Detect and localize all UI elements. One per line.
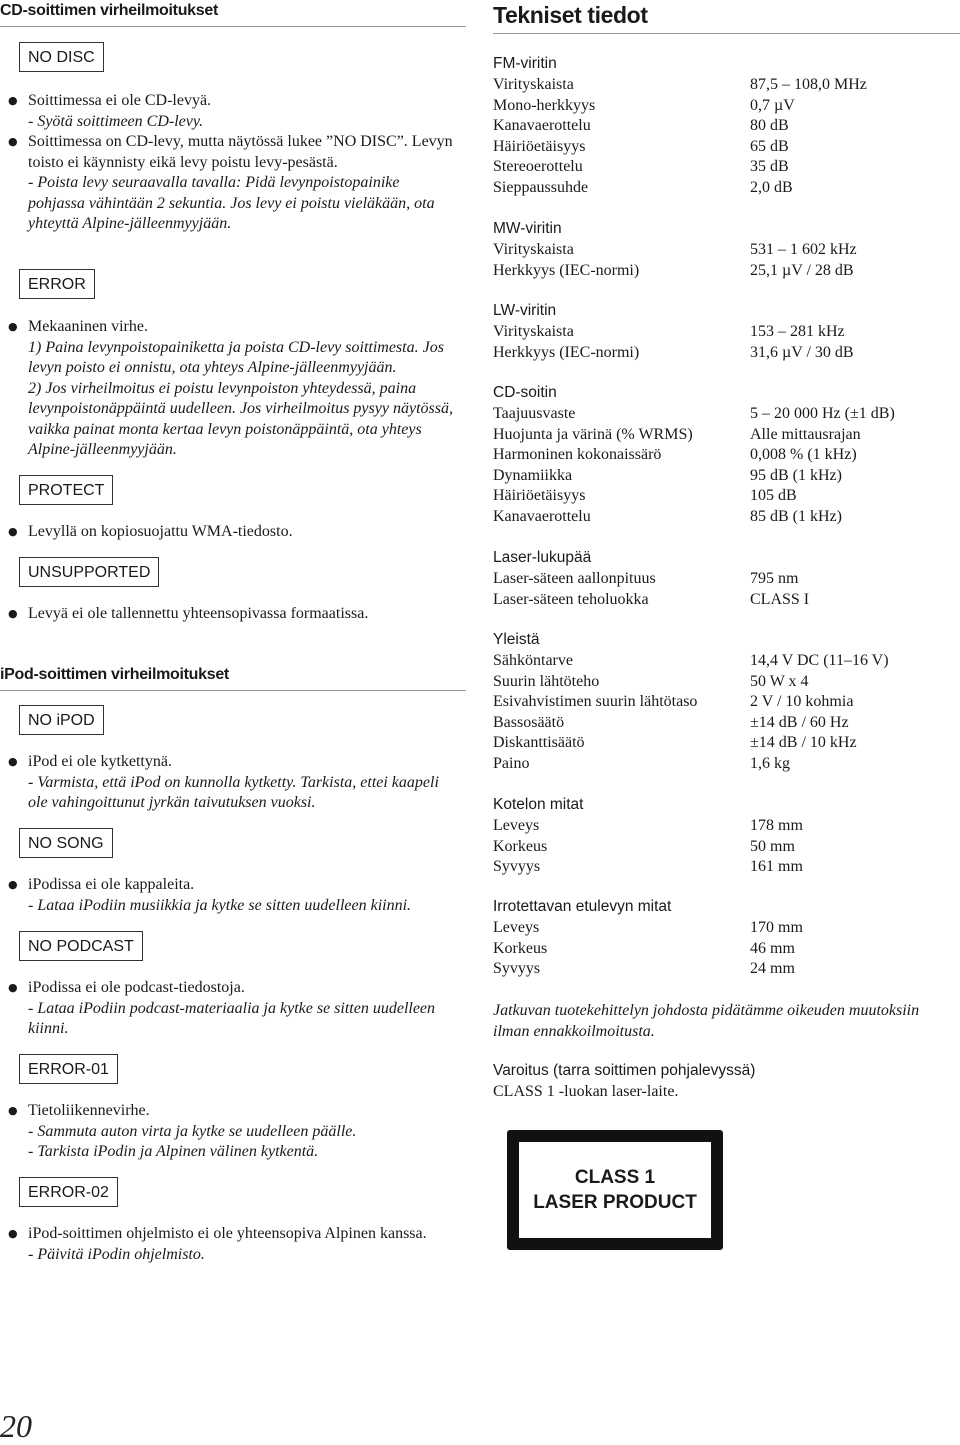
- laser-label-line1: CLASS 1: [574, 1167, 656, 1188]
- list-item: ● Soittimessa on CD-levy, mutta näytössä lukee ”NO DISC”. Levyn toisto ei käynnisty eikä levy poistu levy-pesästä. - Poista levy seuraavalla tavalla: Pidä levynpoistopainike pohjassa vähintään 2 sekuntia. Jos levy ei poistu vieläkään, ota yhteyttä Alpine-jälleenmyyjään.: [8, 132, 458, 235]
- specs-title: Tekniset tiedot: [493, 2, 960, 34]
- spec-label: Sieppaussuhde: [493, 179, 589, 196]
- spec-value: 153 – 281 kHz: [750, 323, 845, 340]
- cd-errors-title: CD-soittimen virheilmoitukset: [0, 2, 466, 27]
- list-item: ● Levyllä on kopiosuojattu WMA-tiedosto.: [8, 522, 458, 543]
- spec-section-heading: Irrotettavan etulevyn mitat: [493, 898, 672, 915]
- error-description: Soittimessa on CD-levy, mutta näytössä lukee ”NO DISC”. Levyn toisto ei käynnisty eikä levy poistu levy-pesästä.: [28, 133, 453, 171]
- list-item: ● Soittimessa ei ole CD-levyä. - Syötä soittimeen CD-levy.: [8, 91, 458, 132]
- spec-value: 178 mm: [750, 817, 803, 834]
- spec-section-heading: CD-soitin: [493, 384, 557, 401]
- spec-value: 5 – 20 000 Hz (±1 dB): [750, 405, 895, 422]
- error-description: Soittimessa ei ole CD-levyä.: [28, 92, 212, 109]
- spec-label: Stereoerottelu: [493, 158, 583, 176]
- spec-value: 85 dB (1 kHz): [750, 508, 842, 525]
- spec-label: Laser-säteen aallonpituus: [493, 570, 656, 587]
- spec-value: 24 mm: [750, 960, 795, 978]
- spec-label: Suurin lähtöteho: [493, 672, 600, 690]
- spec-value: 14,4 V DC (11–16 V): [750, 652, 889, 669]
- error-remedy: - Päivitä iPodin ohjelmisto.: [28, 1245, 205, 1263]
- list-item: ● iPodissa ei ole podcast-tiedostoja. - Lataa iPodiin podcast-materiaalia ja kytke se sitten uudelleen kiinni.: [8, 978, 458, 1040]
- spec-section-heading: Kotelon mitat: [493, 796, 584, 813]
- spec-value: 87,5 – 108,0 MHz: [750, 76, 867, 93]
- spec-label: Diskanttisäätö: [493, 734, 585, 752]
- spec-label: Huojunta ja värinä (% WRMS): [493, 425, 693, 443]
- spec-value: 170 mm: [750, 919, 803, 936]
- spec-value: 50 W x 4: [750, 672, 809, 690]
- spec-section-heading: MW-viritin: [493, 220, 562, 237]
- spec-value: 1,6 kg: [750, 755, 790, 772]
- error-remedy: - Lataa iPodiin podcast-materiaalia ja kytke se sitten uudelleen kiinni.: [28, 999, 436, 1037]
- error-code-no-song: NO SONG: [19, 828, 113, 858]
- laser-product-label: [507, 1130, 723, 1250]
- error-description: iPodissa ei ole kappaleita.: [28, 876, 195, 893]
- spec-value: 0,7 µV: [750, 96, 795, 114]
- error-remedy: - Poista levy seuraavalla tavalla: Pidä levynpoistopainike pohjassa vähintään 2 sekuntia. Jos levy ei poistu vieläkään, ota yhteyttä Alpine-jälleenmyyjään.: [28, 174, 435, 232]
- error-code-protect: PROTECT: [19, 475, 113, 505]
- spec-value: 50 mm: [750, 837, 795, 855]
- spec-label: Herkkyys (IEC-normi): [493, 343, 640, 361]
- error-description: Levyä ei ole tallennettu yhteensopivassa formaatissa.: [28, 605, 369, 622]
- error-code-error: ERROR: [19, 269, 95, 299]
- spec-value: 95 dB (1 kHz): [750, 466, 842, 484]
- spec-label: Kanavaerottelu: [493, 117, 591, 135]
- spec-value: 46 mm: [750, 939, 795, 957]
- spec-value: 161 mm: [750, 858, 803, 876]
- error-description: iPodissa ei ole podcast-tiedostoja.: [28, 979, 245, 996]
- error-code-no-podcast: NO PODCAST: [19, 931, 143, 961]
- spec-value: 531 – 1 602 kHz: [750, 241, 857, 258]
- spec-label: Kanavaerottelu: [493, 508, 591, 525]
- spec-section-heading: FM-viritin: [493, 55, 557, 72]
- spec-value: 0,008 % (1 kHz): [750, 446, 857, 464]
- error-remedy: 1) Paina levynpoistopainiketta ja poista CD-levy soittimesta. Jos levyn poisto ei onnistu, ota yhteys Alpine-jälleenmyyjään.: [28, 338, 444, 376]
- error-code-error-02: ERROR-02: [19, 1177, 118, 1207]
- spec-label: Virityskaista: [493, 76, 574, 93]
- page-number: 20: [0, 1408, 32, 1444]
- error-code-no-disc: NO DISC: [19, 42, 104, 72]
- spec-label: Harmoninen kokonaissärö: [493, 446, 662, 464]
- spec-label: Laser-säteen teholuokka: [493, 590, 649, 608]
- spec-label: Mono-herkkyys: [493, 96, 596, 114]
- list-item: ● iPodissa ei ole kappaleita. - Lataa iPodiin musiikkia ja kytke se sitten uudelleen kiinni.: [8, 875, 458, 916]
- spec-section-heading: Yleistä: [493, 631, 540, 648]
- error-code-unsupported: UNSUPPORTED: [19, 557, 159, 587]
- warning-text: CLASS 1 -luokan laser-laite.: [493, 1083, 679, 1100]
- spec-label: Syvyys: [493, 858, 541, 876]
- spec-section-heading: Laser-lukupää: [493, 549, 592, 566]
- error-remedy: - Sammuta auton virta ja kytke se uudelleen päälle.: [28, 1122, 357, 1140]
- error-description: Levyllä on kopiosuojattu WMA-tiedosto.: [28, 523, 293, 540]
- spec-label: Bassosäätö: [493, 713, 565, 731]
- spec-value: 80 dB: [750, 117, 789, 135]
- spec-value: 105 dB: [750, 487, 797, 505]
- error-description: iPod-soittimen ohjelmisto ei ole yhteensopiva Alpinen kanssa.: [28, 1225, 427, 1242]
- list-item: ● iPod-soittimen ohjelmisto ei ole yhteensopiva Alpinen kanssa. - Päivitä iPodin ohjelmisto.: [8, 1224, 458, 1265]
- error-remedy: - Lataa iPodiin musiikkia ja kytke se sitten uudelleen kiinni.: [28, 896, 412, 914]
- spec-label: Virityskaista: [493, 323, 574, 340]
- spec-label: Häiriöetäisyys: [493, 487, 586, 505]
- error-code-error-01: ERROR-01: [19, 1054, 118, 1084]
- list-item: ● iPod ei ole kytkettynä. - Varmista, että iPod on kunnolla kytketty. Tarkista, ettei kaapeli ole vahingoittunut jyrkän taivutuksen vuoksi.: [8, 752, 458, 814]
- spec-label: Syvyys: [493, 960, 541, 978]
- list-item: ● Levyä ei ole tallennettu yhteensopivassa formaatissa.: [8, 604, 458, 625]
- error-description: Tietoliikennevirhe.: [28, 1102, 150, 1119]
- spec-label: Taajuusvaste: [493, 405, 576, 422]
- spec-value: CLASS I: [750, 590, 810, 608]
- error-remedy: - Tarkista iPodin ja Alpinen välinen kytkentä.: [28, 1143, 319, 1160]
- spec-value: 2,0 dB: [750, 179, 793, 196]
- spec-value: ±14 dB / 10 kHz: [750, 734, 857, 752]
- error-description: Mekaaninen virhe.: [28, 318, 148, 335]
- spec-label: Leveys: [493, 817, 540, 834]
- spec-label: Häiriöetäisyys: [493, 137, 586, 155]
- spec-label: Leveys: [493, 919, 540, 936]
- error-remedy: 2) Jos virheilmoitus ei poistu levynpoiston yhteydessä, paina levynpoistonäppäintä uudelleen. Jos virheilmoitus pysyy näytössä, vaikka painat monta kertaa levyn poistonäppäintä, ota yhteys Alpine-jälleenmyyjään.: [28, 379, 453, 458]
- list-item: ● Tietoliikennevirhe. - Sammuta auton virta ja kytke se uudelleen päälle. - Tarkista iPodin ja Alpinen välinen kytkentä.: [8, 1101, 458, 1163]
- error-description: iPod ei ole kytkettynä.: [28, 753, 172, 770]
- spec-label: Herkkyys (IEC-normi): [493, 261, 640, 279]
- spec-label: Dynamiikka: [493, 466, 573, 484]
- error-code-no-ipod: NO iPOD: [19, 705, 104, 735]
- spec-label: Paino: [493, 755, 530, 772]
- spec-value: 25,1 µV / 28 dB: [750, 261, 854, 279]
- spec-label: Sähköntarve: [493, 652, 573, 669]
- error-remedy: - Syötä soittimeen CD-levy.: [28, 112, 204, 130]
- specs-note: Jatkuvan tuotekehittelyn johdosta pidätämme oikeuden muutoksiin ilman ennakkoilmoitusta.: [493, 1002, 920, 1040]
- laser-label-line2: LASER PRODUCT: [533, 1192, 697, 1213]
- spec-label: Esivahvistimen suurin lähtötaso: [493, 693, 698, 711]
- warning-heading: Varoitus (tarra soittimen pohjalevyssä): [493, 1062, 756, 1079]
- spec-value: 2 V / 10 kohmia: [750, 693, 854, 711]
- spec-label: Virityskaista: [493, 241, 574, 258]
- spec-value: 795 nm: [750, 570, 799, 587]
- spec-section-heading: LW-viritin: [493, 302, 557, 319]
- ipod-errors-title: iPod-soittimen virheilmoitukset: [0, 666, 466, 691]
- error-remedy: - Varmista, että iPod on kunnolla kytketty. Tarkista, ettei kaapeli ole vahingoittunut jyrkän taivutuksen vuoksi.: [28, 773, 439, 811]
- spec-value: ±14 dB / 60 Hz: [750, 713, 849, 731]
- spec-value: 31,6 µV / 30 dB: [750, 343, 854, 361]
- spec-value: 35 dB: [750, 158, 789, 176]
- spec-label: Korkeus: [493, 939, 548, 957]
- spec-label: Korkeus: [493, 837, 548, 855]
- spec-value: Alle mittausrajan: [750, 425, 861, 443]
- spec-value: 65 dB: [750, 137, 789, 155]
- list-item: ● Mekaaninen virhe. 1) Paina levynpoistopainiketta ja poista CD-levy soittimesta. Jos levyn poisto ei onnistu, ota yhteys Alpine-jälleenmyyjään. 2) Jos virheilmoitus ei poistu levynpoiston yhteydessä, paina levynpoistonäppäintä uudelleen. Jos virheilmoitus pysyy näytössä, vaikka painat monta kertaa levyn poistonäppäintä, ota yhteys Alpine-jälleenmyyjään.: [8, 317, 458, 461]
